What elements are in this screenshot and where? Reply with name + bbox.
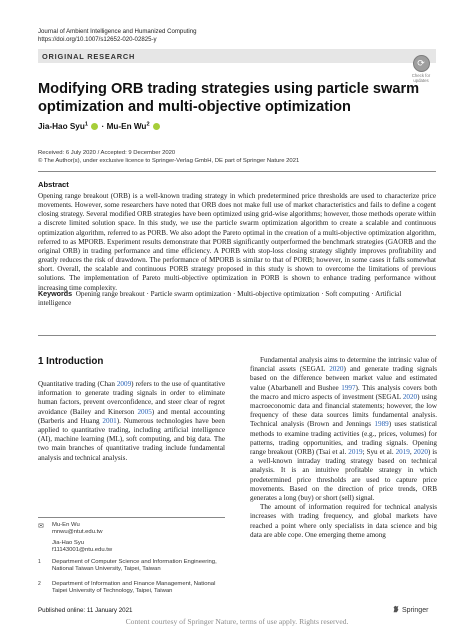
body-text: ) refers to the use of quantitative information to generate trading signals in order to eliminate human factors, prevent overconfidence, and steer clear of regret avoidance (Bailey and Kinerson bbox=[38, 380, 225, 416]
body-text: ) and generate trading signals based on the difference between market value and estimated value (Abarbanell and Bushee bbox=[250, 365, 437, 392]
citation-link[interactable]: 2020 bbox=[329, 365, 344, 374]
courtesy-notice: Content courtesy of Springer Nature, terms of use apply. Rights reserved. bbox=[125, 617, 349, 626]
paragraph bbox=[250, 356, 437, 503]
paper-title: Modifying ORB trading strategies using particle swarm optimization and multi-objective optimization bbox=[38, 81, 420, 115]
footnote-author-email[interactable]: mnwu@ntut.edu.tw bbox=[52, 529, 103, 535]
author-separator: · bbox=[99, 122, 107, 131]
mail-icon: ✉ bbox=[38, 523, 44, 530]
citation-link[interactable]: 2005 bbox=[137, 407, 152, 416]
affiliation: Department of Computer Science and Information Engineering, National Taiwan University, Taipei, Taiwan bbox=[52, 559, 217, 572]
author-list bbox=[38, 122, 161, 131]
affiliation-marker: 2 bbox=[146, 121, 150, 128]
keywords-label: Keywords bbox=[38, 290, 73, 298]
body-text: ; Syu et al. bbox=[362, 448, 396, 457]
affiliation-marker: 1 bbox=[84, 121, 88, 128]
affiliation: Department of Information and Finance Management, National Taipei University of Technology, Taipei, Taiwan bbox=[52, 581, 216, 594]
corresponding-author bbox=[52, 522, 103, 536]
check-for-updates-badge[interactable] bbox=[405, 55, 437, 83]
received-accepted-dates: Received: 6 July 2020 / Accepted: 9 December 2020 bbox=[38, 150, 176, 156]
citation-link[interactable]: 2019 bbox=[395, 448, 410, 457]
body-text: Fundamental analysis aims to determine the intrinsic value of financial assets (SEGAL bbox=[250, 356, 437, 374]
published-online-date: Published online: 11 January 2021 bbox=[38, 607, 133, 614]
article-type-label: ORIGINAL RESEARCH bbox=[42, 52, 136, 61]
author-name[interactable]: Mu-En Wu bbox=[106, 122, 147, 131]
introduction-right-column bbox=[250, 356, 437, 540]
citation-link[interactable]: 2020 bbox=[413, 448, 428, 457]
body-text: Quantitative trading (Chan bbox=[38, 380, 117, 388]
corresponding-author bbox=[52, 540, 112, 554]
footnote-author-name: Jia-Hao Syu bbox=[52, 540, 85, 546]
body-text: ). This analysis covers both the macro and micro aspects of investment (SEGAL bbox=[250, 383, 437, 401]
introduction-left-column bbox=[38, 380, 225, 463]
keywords bbox=[38, 290, 436, 309]
check-for-updates-label: Check for updates bbox=[411, 73, 431, 83]
body-text: ) is a well-known intraday trading strategy based on technical analysis. It is an intuitive profitable strategy in which predetermined price thresholds are used to capture price movements. Based on the direction of price trends, ORB generates a long (buy) or short (sell) signal. bbox=[250, 448, 437, 503]
orcid-icon[interactable] bbox=[91, 123, 98, 130]
check-for-updates-icon: ⟳ bbox=[413, 55, 430, 72]
section-heading-introduction: 1 Introduction bbox=[38, 356, 104, 367]
paragraph: The amount of information required for technical analysis increases with trading frequency, and global markets have reached a point where only specialists in data science and big data are able cope. One emerging theme among bbox=[250, 503, 437, 539]
publisher-name: Springer bbox=[401, 607, 429, 614]
orcid-icon[interactable] bbox=[153, 123, 160, 130]
citation-link[interactable]: 2001 bbox=[102, 416, 117, 425]
citation-link[interactable]: 2019 bbox=[348, 448, 363, 457]
copyright-notice: © The Author(s), under exclusive licence to Springer-Verlag GmbH, DE part of Springer Nature 2021 bbox=[38, 158, 300, 164]
author-name[interactable]: Jia-Hao Syu bbox=[38, 122, 85, 131]
abstract-heading: Abstract bbox=[38, 180, 69, 189]
journal-doi-link[interactable]: https://doi.org/10.1007/s12652-020-02825-y bbox=[38, 36, 157, 43]
body-text: ). Numerous technologies have been applied to quantitative trading, including artificial intelligence (AI), machine learning (ML), soft computing, and big data. The two main branches of quantitative trading include fundamental analysis and technical analysis. bbox=[38, 416, 225, 462]
abstract-body: Opening range breakout (ORB) is a well-known trading strategy in which predetermined price thresholds are used to characterize price movements. However, some researchers have noted that ORB does not make full use of market characteristics and fails to define a cogent closing strategy. Several modified ORB strategies have been optimized using grid-wise algorithms; however, those methods operate within a discrete limited solution space. In this study, we use the particle swarm optimization algorithm to create a scalable and continuous optimization algorithm, referred to as PORB. We also adopt the Pareto optimal in the creation of a multi-objective optimization algorithm, referred to as MPORB. Experiment results demonstrate that PORB significantly outperformed the benchmark strategies (GAORB and the original ORB) in trading performance and time efficiency. A PORB with stop-loss closing strategy slightly improves profitability and greatly reduces the risk of drawdown. The performance of MPORB is similar to that of PORB; however, in some cases it falls somewhat short. Overall, the scalable and continuous PORB strategy proposed in this study is shown to overcome the limitations of previous solutions. The implementation of Pareto multi-objective optimization in PORB is shown to enhance trading performance without increasing time complexity. bbox=[38, 192, 436, 292]
body-text: ) using macroeconomic data and financial statements; however, the low frequency of these data sources limits fundamental analysis. Technical analysis (Brown and Jennings bbox=[250, 392, 437, 429]
affiliation-number: 2 bbox=[38, 581, 41, 587]
citation-link[interactable]: 1989 bbox=[374, 420, 389, 429]
footnote-divider bbox=[38, 517, 225, 518]
publisher-logo bbox=[392, 605, 428, 614]
body-text: ) and mental accounting (Barberis and Huang bbox=[38, 407, 225, 425]
body-text: ) uses statistical methods to examine trading activities (e.g., prices, volumes) for patterns, trading opportunities, and trading signals. Opening range breakout (ORB) (Tsai et al. bbox=[250, 420, 438, 457]
journal-name: Journal of Ambient Intelligence and Humanized Computing bbox=[38, 28, 197, 35]
paragraph bbox=[38, 380, 225, 463]
body-text: , bbox=[409, 448, 414, 457]
springer-horse-icon bbox=[392, 605, 400, 613]
citation-link[interactable]: 2009 bbox=[116, 380, 132, 388]
footnote-author-email[interactable]: f11143001@ntu.edu.tw bbox=[52, 547, 113, 553]
citation-link[interactable]: 1997 bbox=[341, 383, 356, 392]
affiliation-number: 1 bbox=[38, 559, 41, 565]
divider bbox=[38, 335, 436, 336]
divider bbox=[38, 171, 436, 172]
footnote-author-name: Mu-En Wu bbox=[52, 522, 80, 528]
citation-link[interactable]: 2020 bbox=[402, 392, 418, 401]
keywords-text: Opening range breakout · Particle swarm optimization · Multi-objective optimization · Soft computing · Artificial intelligence bbox=[38, 290, 402, 308]
